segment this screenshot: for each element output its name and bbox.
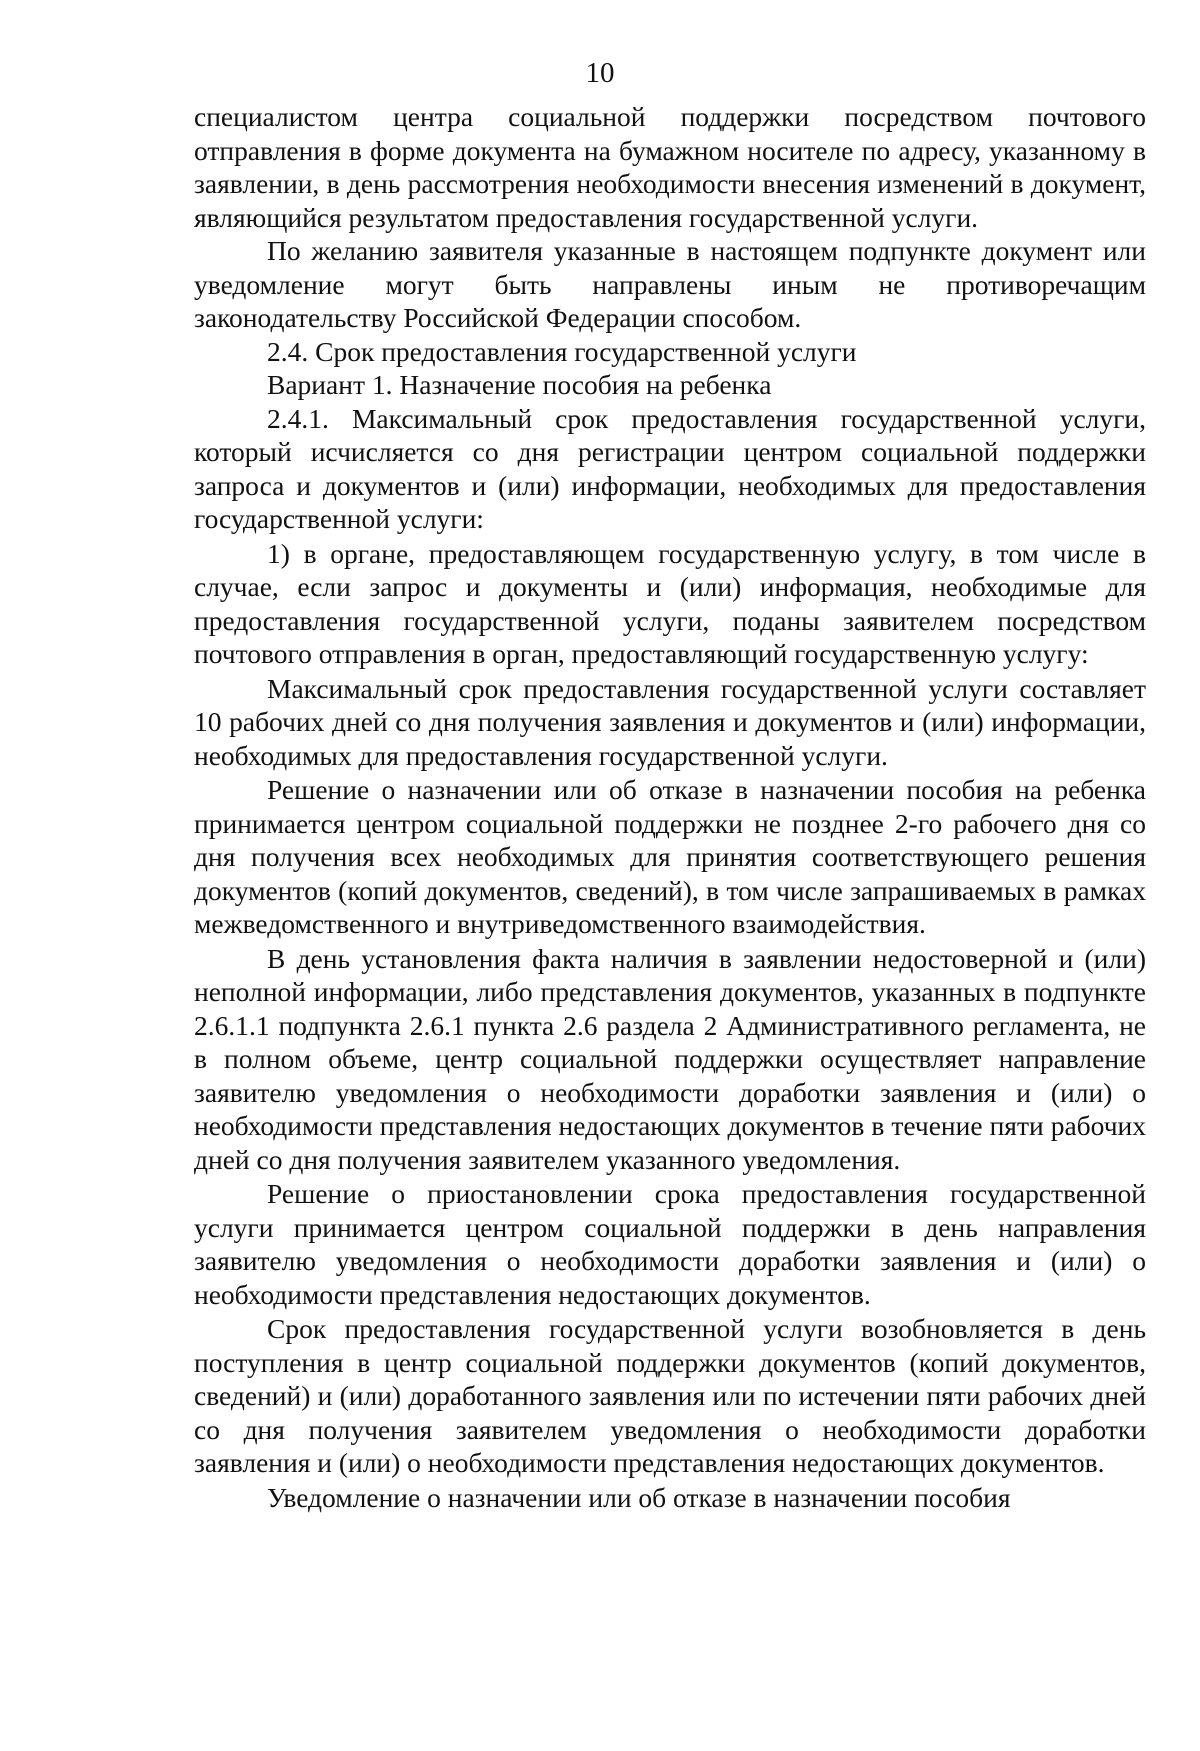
list-item-1: 1) в органе, предоставляющем государственную услугу, в том числе в случае, если запрос и документы и (или) информация, необходимые для предоставления государственной услуги, поданы заявителем посредством почтового отправления в орган, предоставляющий государственную услугу: bbox=[194, 537, 1146, 669]
paragraph-resumption: Срок предоставления государственной услуги возобновляется в день поступления в центр социальной поддержки документов (копий документов, сведений) и (или) доработанного заявления или по истечении пяти рабочих дней со дня получения заявителем уведомления о необходимости доработки заявления и (или) о необходимости представления недостающих документов. bbox=[194, 1313, 1146, 1478]
variant-heading: Вариант 1. Назначение пособия на ребенка bbox=[267, 369, 772, 400]
page-number: 10 bbox=[585, 57, 615, 89]
paragraph-2-4-1: 2.4.1. Максимальный срок предоставления государственной услуги, который исчисляется со дня регистрации центром социальной поддержки запроса и документов и (или) информации, необходимых для предоставления государственной услуги: bbox=[194, 402, 1146, 534]
paragraph-continuation: специалистом центра социальной поддержки посредством почтового отправления в форме документа на бумажном носителе по адресу, указанному в заявлении, в день рассмотрения необходимости внесения изменений в документ, являющийся результатом предоставления государственной услуги. bbox=[194, 101, 1146, 233]
section-heading-2-4: 2.4. Срок предоставления государственной услуги bbox=[267, 335, 857, 367]
paragraph-delivery-method: По желанию заявителя указанные в настоящем подпункте документ или уведомление могут быть направлены иным не противоречащим законодательству Российской Федерации способом. bbox=[194, 235, 1146, 333]
document-body bbox=[194, 100, 1146, 1514]
paragraph-final: Уведомление о назначении или об отказе в назначении пособия bbox=[267, 1481, 1011, 1513]
paragraph-max-term: Максимальный срок предоставления государственной услуги составляет 10 рабочих дней со дня получения заявления и документов и (или) информации, необходимых для предоставления государственной услуги. bbox=[194, 672, 1146, 771]
paragraph-decision: Решение о назначении или об отказе в назначении пособия на ребенка принимается центром социальной поддержки не позднее 2-го рабочего дня со дня получения всех необходимых для принятия соответствующего решения документов (копий документов, сведений), в том числе запрашиваемых в рамках межведомственного и внутриведомственного взаимодействия. bbox=[194, 774, 1146, 939]
paragraph-notification: В день установления факта наличия в заявлении недостоверной и (или) неполной информации, либо представления документов, указанных в подпункте 2.6.1.1 подпункта 2.6.1 пункта 2.6 раздела 2 Административного регламента, не в полном объеме, центр социальной поддержки осуществляет направление заявителю уведомления о необходимости доработки заявления и (или) о необходимости представления недостающих документов в течение пяти рабочих дней со дня получения заявителем указанного уведомления. bbox=[194, 942, 1146, 1175]
paragraph-suspension: Решение о приостановлении срока предоставления государственной услуги принимается центром социальной поддержки в день направления заявителю уведомления о необходимости доработки заявления и (или) о необходимости представления недостающих документов. bbox=[194, 1178, 1146, 1310]
